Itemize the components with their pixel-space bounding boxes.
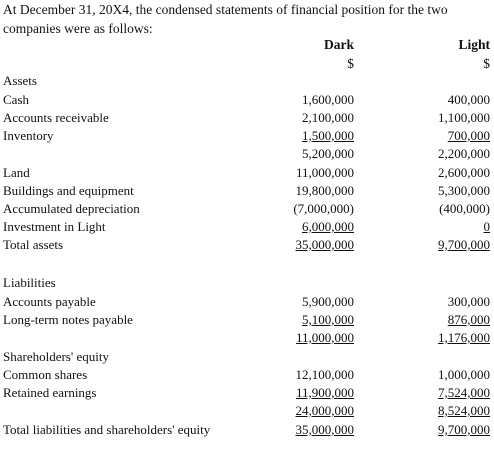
light-value: 400,000 — [447, 92, 490, 107]
row-label: Long-term notes payable — [3, 312, 133, 327]
table-row — [0, 72, 494, 90]
dark-value: (7,000,000) — [293, 201, 354, 216]
row-label: Accounts payable — [3, 294, 96, 309]
dark-value: 5,100,000 — [302, 312, 354, 327]
light-value: 1,100,000 — [438, 110, 490, 125]
light-value: 700,000 — [447, 128, 490, 143]
light-value: 0 — [483, 219, 490, 234]
table-row — [0, 366, 494, 384]
table-row — [0, 200, 494, 218]
row-label: Inventory — [3, 128, 54, 143]
table-row — [0, 384, 494, 402]
table-row — [0, 293, 494, 311]
row-label: Cash — [3, 92, 29, 107]
light-value: 5,300,000 — [438, 183, 490, 198]
table-row — [0, 274, 494, 292]
row-label: Total liabilities and shareholders' equity — [3, 422, 211, 437]
light-value: (400,000) — [439, 201, 490, 216]
table-row — [0, 127, 494, 145]
row-label: Assets — [3, 73, 37, 88]
dark-value: 12,100,000 — [295, 367, 354, 382]
dark-value: 1,600,000 — [302, 92, 354, 107]
table-row — [0, 91, 494, 109]
dark-value: 11,000,000 — [295, 165, 354, 180]
row-label: Total assets — [3, 237, 64, 252]
dark-value: 2,100,000 — [302, 110, 354, 125]
row-label: Accounts receivable — [3, 110, 109, 125]
table-row — [0, 164, 494, 182]
subtotal-row — [0, 402, 494, 420]
table-row — [0, 348, 494, 366]
dark-value: 5,200,000 — [302, 146, 354, 161]
dark-value: 24,000,000 — [295, 403, 354, 418]
table-row — [0, 182, 494, 200]
intro-text: At December 31, 20X4, the condensed statements of financial position for the two companies were as follows: — [3, 2, 448, 36]
dark-value: 11,900,000 — [295, 385, 354, 400]
table-row — [0, 218, 494, 236]
column-header-dark: Dark — [324, 37, 354, 52]
dark-value: 6,000,000 — [302, 219, 354, 234]
light-value: 9,700,000 — [438, 237, 490, 252]
row-label: Retained earnings — [3, 385, 97, 400]
total-row — [0, 421, 494, 459]
dark-value: 11,000,000 — [295, 330, 354, 345]
table-row — [0, 109, 494, 127]
dark-value: 1,500,000 — [302, 128, 354, 143]
row-label: Liabilities — [3, 275, 56, 290]
light-value: 1,000,000 — [438, 367, 490, 382]
row-label: Shareholders' equity — [3, 349, 109, 364]
column-header-light: Light — [458, 37, 490, 52]
row-label: Investment in Light — [3, 219, 106, 234]
dark-value: 35,000,000 — [295, 422, 354, 437]
subtotal-row — [0, 329, 494, 347]
row-label: Accumulated depreciation — [3, 201, 140, 216]
light-value: 2,200,000 — [438, 146, 490, 161]
row-label: Land — [3, 165, 30, 180]
light-value: 9,700,000 — [438, 422, 490, 437]
light-value: 876,000 — [447, 312, 490, 327]
light-value: 7,524,000 — [438, 385, 490, 400]
light-value: 1,176,000 — [438, 330, 490, 345]
currency-dark: $ — [347, 56, 354, 71]
light-value: 2,600,000 — [438, 165, 490, 180]
row-label: Buildings and equipment — [3, 183, 134, 198]
table-row — [0, 311, 494, 329]
light-value: 8,524,000 — [438, 403, 490, 418]
subtotal-row — [0, 145, 494, 163]
dark-value: 5,900,000 — [302, 294, 354, 309]
dark-value: 35,000,000 — [295, 237, 354, 252]
currency-light: $ — [483, 56, 490, 71]
dark-value: 19,800,000 — [295, 183, 354, 198]
row-label: Common shares — [3, 367, 88, 382]
light-value: 300,000 — [447, 294, 490, 309]
total-row — [0, 236, 494, 254]
